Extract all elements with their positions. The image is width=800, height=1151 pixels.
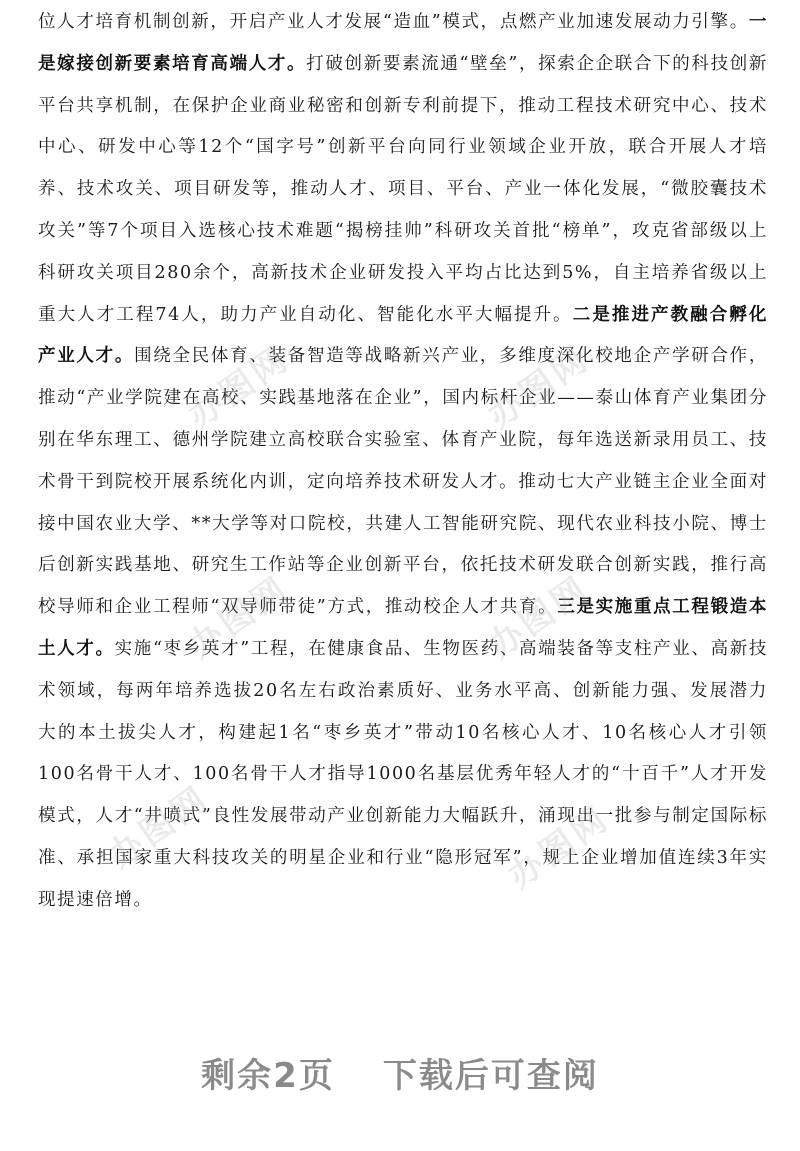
- body-paragraph: [38, 2, 768, 922]
- heading-three: 三是实施重点工程锻造本土人才。: [38, 597, 768, 659]
- download-to-view-label: 下载后可查阅: [382, 1056, 599, 1096]
- watermark-text: 办图网: [100, 778, 218, 877]
- heading-two: 二是推进产教融合孵化产业人才。: [38, 304, 768, 367]
- paragraph-segment-6: 实施“枣乡英才”工程，在健康食品、生物医药、高端装备等支柱产业、高新技术领域，每两年培养选拔20名左右政治素质好、业务水平高、创新能力强、发展潜力大的本土拔尖人才，构建起1名“枣乡英才”带动10名核心人才、10名核心人才引领100名骨干人才、100名骨干人才指导1000名基层优秀年轻人才的“十百千”人才开发模式，人才“井喷式”良性发展带动产业创新能力大幅跃升，涌现出一批参与制定国际标准、承担国家重大科技攻关的明星企业和行业“隐形冠军”，规上企业增加值连续3年实现提速倍增。: [38, 638, 769, 910]
- watermark-text: 办图网: [500, 798, 618, 897]
- remaining-pages-label: 剩余2页: [201, 1056, 335, 1096]
- paragraph-segment-2: 打破创新要素流通“壁垒”，探索企企联合下的科技创新平台共享机制，在保护企业商业秘密和创新专利前提下，推动工程技术研究中心、技术中心、研发中心等12个“国字号”创新平台向同行业领域企业开放，联合开展人才培养、技术攻关、项目研发等，推动人才、项目、平台、产业一体化发展，“微胶囊技术攻关”等7个项目入选核心技术难题“揭榜挂帅”科研攻关首批“榜单”，攻克省部级以上科研攻关项目280余个，高新技术企业研发投入平均占比达到5%，自主培养省级以上重大人才工程74人，助力产业自动化、智能化水平大幅提升。: [38, 53, 768, 325]
- paragraph-segment-0: 位人才培育机制创新，开启产业人才发展“造血”模式，点燃产业加速发展动力引擎。: [38, 12, 749, 32]
- watermark-text: 办图网: [480, 338, 598, 437]
- watermark-text: 办图网: [180, 568, 298, 667]
- remaining-pages-banner[interactable]: [0, 1048, 800, 1097]
- watermark-text: 办图网: [480, 568, 598, 667]
- watermark-text: 办图网: [180, 338, 298, 437]
- heading-one: 一是嫁接创新要素培育高端人才。: [38, 12, 768, 74]
- paragraph-segment-4: 围绕全民体育、装备智造等战略新兴产业，多维度深化校地企产学研合作，推动“产业学院建在高校、实践基地落在企业”，国内标杆企业——泰山体育产业集团分别在华东理工、德州学院建立高校联合实验室、体育产业院，每年选送新录用员工、技术骨干到院校开展系统化内训，定向培养技术研发人才。推动七大产业链主企业全面对接中国农业大学、**大学等对口院校，共建人工智能研究院、现代农业科技小院、博士后创新实践基地、研究生工作站等企业创新平台，依托技术研发联合创新实践，推行高校导师和企业工程师“双导师带徒”方式，推动校企人才共育。: [38, 346, 768, 618]
